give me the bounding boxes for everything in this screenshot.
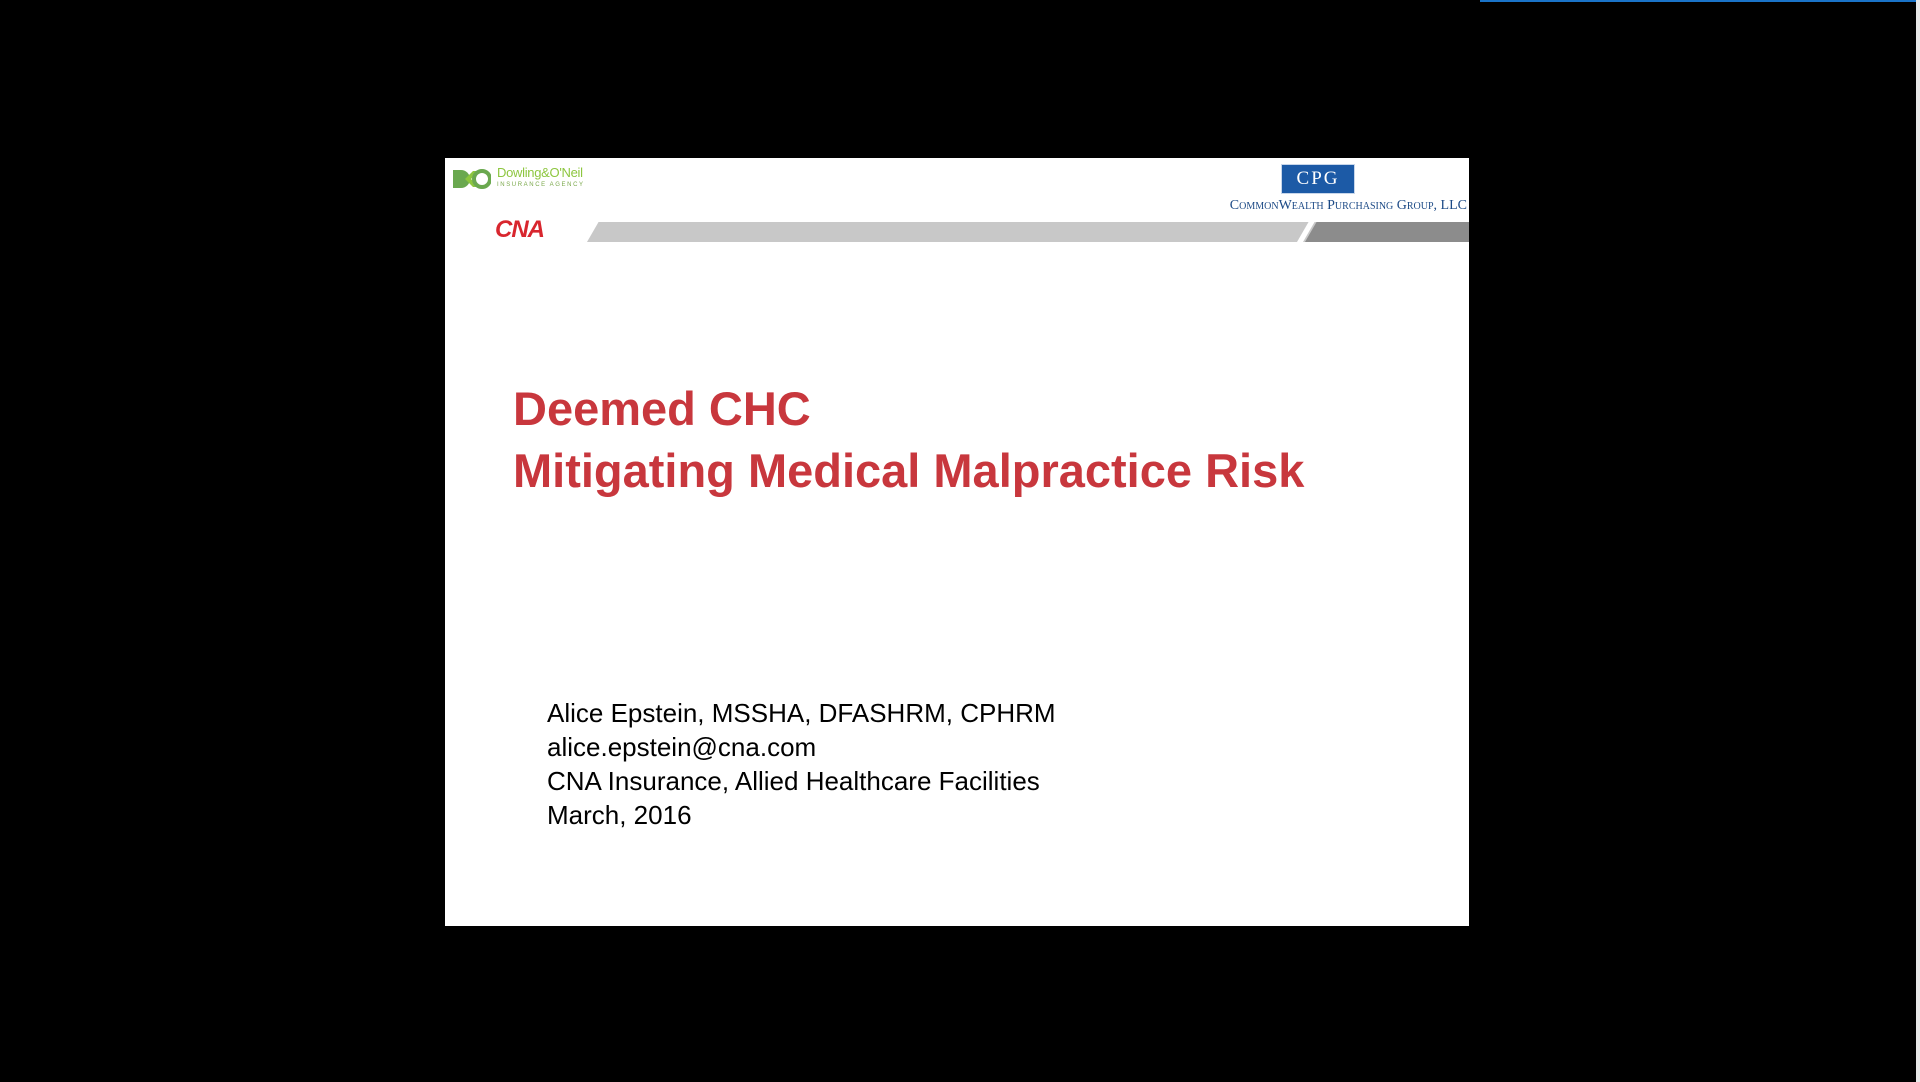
cpg-logo-box: CPG	[1281, 164, 1355, 194]
presenter-info	[547, 696, 1056, 832]
slide-title-line-1: Deemed CHC	[513, 382, 811, 435]
presentation-date: March, 2016	[547, 800, 692, 830]
presentation-slide	[445, 158, 1469, 926]
dowling-oneil-mark-icon	[451, 168, 491, 190]
window-top-edge	[1480, 0, 1920, 2]
presenter-organization: CNA Insurance, Allied Healthcare Facilities	[547, 766, 1040, 796]
header-bar-light	[587, 222, 1319, 242]
slide-title-line-2: Mitigating Medical Malpractice Risk	[513, 444, 1305, 497]
dowling-oneil-subtitle: INSURANCE AGENCY	[497, 182, 585, 188]
cna-logo: CNA	[495, 216, 544, 243]
dowling-oneil-logo	[451, 162, 611, 194]
header-bar-dark	[1305, 222, 1469, 242]
window-right-edge	[1916, 0, 1920, 1082]
cpg-company-name: CommonWealth Purchasing Group, LLC	[1229, 198, 1467, 213]
dowling-oneil-name: Dowling&O'Neil	[497, 165, 583, 180]
slide-title	[513, 378, 1413, 502]
presenter-name: Alice Epstein, MSSHA, DFASHRM, CPHRM	[547, 698, 1056, 728]
presenter-email: alice.epstein@cna.com	[547, 732, 817, 762]
